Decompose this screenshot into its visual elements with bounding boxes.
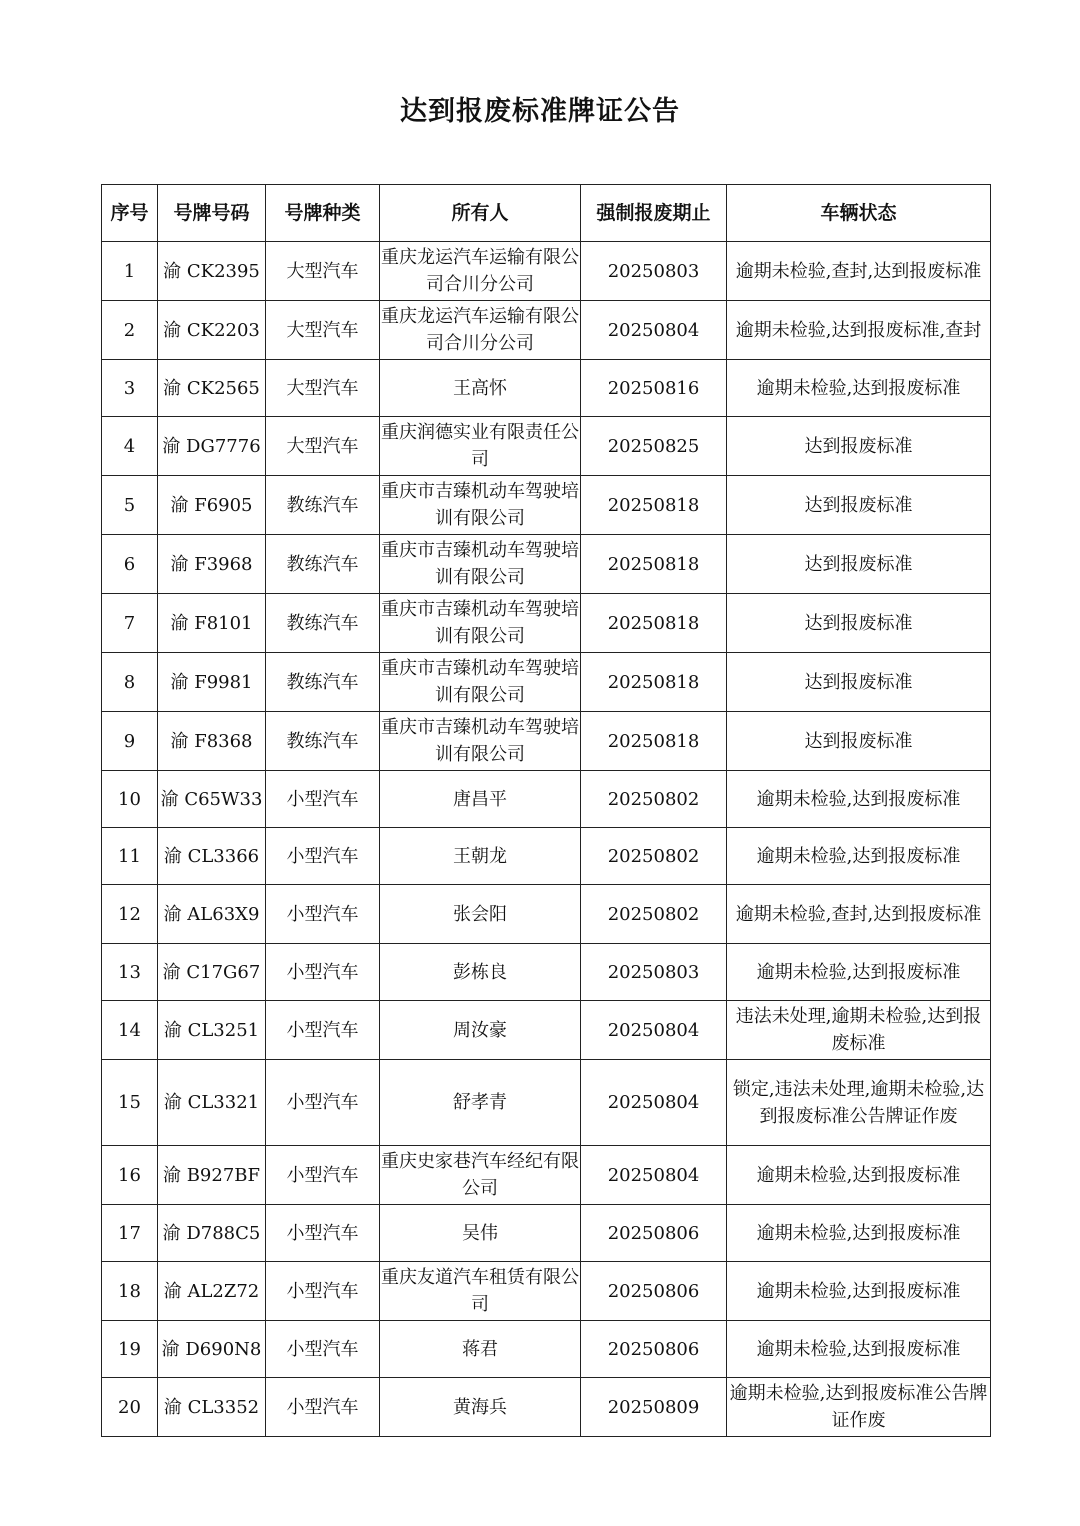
cell-plate-type: 小型汽车	[266, 1321, 380, 1378]
table-row	[102, 653, 991, 712]
cell-scrap-deadline: 20250818	[581, 594, 727, 653]
cell-plate-number: 渝 CL3251	[158, 1001, 266, 1060]
cell-vehicle-status: 违法未处理,逾期未检验,达到报废标准	[727, 1001, 991, 1060]
cell-vehicle-status: 达到报废标准	[727, 712, 991, 771]
cell-scrap-deadline: 20250818	[581, 712, 727, 771]
table-row	[102, 1060, 991, 1146]
cell-vehicle-status: 锁定,违法未处理,逾期未检验,达到报废标准公告牌证作废	[727, 1060, 991, 1146]
cell-index: 3	[102, 360, 158, 417]
cell-vehicle-status: 逾期未检验,达到报废标准	[727, 1262, 991, 1321]
cell-plate-number: 渝 D788C5	[158, 1205, 266, 1262]
cell-vehicle-status: 逾期未检验,达到报废标准,查封	[727, 301, 991, 360]
cell-plate-number: 渝 CK2565	[158, 360, 266, 417]
table-row	[102, 1001, 991, 1060]
cell-owner: 彭栋良	[380, 944, 581, 1001]
cell-owner: 重庆史家巷汽车经纪有限公司	[380, 1146, 581, 1205]
cell-scrap-deadline: 20250803	[581, 944, 727, 1001]
cell-vehicle-status: 达到报废标准	[727, 594, 991, 653]
cell-owner: 重庆市吉臻机动车驾驶培训有限公司	[380, 535, 581, 594]
cell-vehicle-status: 逾期未检验,达到报废标准	[727, 1321, 991, 1378]
table-row	[102, 360, 991, 417]
cell-owner: 王朝龙	[380, 828, 581, 885]
cell-vehicle-status: 达到报废标准	[727, 476, 991, 535]
cell-index: 15	[102, 1060, 158, 1146]
cell-plate-number: 渝 D690N8	[158, 1321, 266, 1378]
cell-vehicle-status: 达到报废标准	[727, 653, 991, 712]
cell-index: 20	[102, 1378, 158, 1437]
cell-index: 18	[102, 1262, 158, 1321]
table-row	[102, 1262, 991, 1321]
table-row	[102, 1146, 991, 1205]
table-row	[102, 712, 991, 771]
header-vehicle-status: 车辆状态	[727, 185, 991, 242]
cell-plate-type: 大型汽车	[266, 360, 380, 417]
cell-plate-number: 渝 F6905	[158, 476, 266, 535]
cell-plate-number: 渝 F3968	[158, 535, 266, 594]
cell-vehicle-status: 逾期未检验,达到报废标准	[727, 360, 991, 417]
cell-owner: 重庆市吉臻机动车驾驶培训有限公司	[380, 594, 581, 653]
cell-plate-type: 教练汽车	[266, 653, 380, 712]
table-row	[102, 828, 991, 885]
table-row	[102, 885, 991, 944]
cell-scrap-deadline: 20250806	[581, 1205, 727, 1262]
header-plate-type: 号牌种类	[266, 185, 380, 242]
cell-plate-number: 渝 B927BF	[158, 1146, 266, 1205]
cell-plate-number: 渝 DG7776	[158, 417, 266, 476]
cell-vehicle-status: 达到报废标准	[727, 417, 991, 476]
cell-scrap-deadline: 20250803	[581, 242, 727, 301]
cell-plate-number: 渝 AL2Z72	[158, 1262, 266, 1321]
cell-scrap-deadline: 20250804	[581, 1001, 727, 1060]
cell-index: 11	[102, 828, 158, 885]
cell-owner: 重庆市吉臻机动车驾驶培训有限公司	[380, 476, 581, 535]
cell-index: 6	[102, 535, 158, 594]
cell-plate-type: 小型汽车	[266, 1001, 380, 1060]
table-row	[102, 594, 991, 653]
cell-plate-number: 渝 CK2395	[158, 242, 266, 301]
cell-plate-type: 教练汽车	[266, 712, 380, 771]
cell-plate-type: 小型汽车	[266, 1146, 380, 1205]
table-row	[102, 771, 991, 828]
table-body	[102, 242, 991, 1437]
cell-plate-number: 渝 C65W33	[158, 771, 266, 828]
cell-owner: 重庆友道汽车租赁有限公司	[380, 1262, 581, 1321]
cell-owner: 重庆市吉臻机动车驾驶培训有限公司	[380, 653, 581, 712]
table-row	[102, 476, 991, 535]
cell-scrap-deadline: 20250825	[581, 417, 727, 476]
scrap-notice-table	[101, 184, 991, 1437]
cell-owner: 吴伟	[380, 1205, 581, 1262]
cell-plate-type: 大型汽车	[266, 301, 380, 360]
cell-index: 5	[102, 476, 158, 535]
cell-vehicle-status: 逾期未检验,查封,达到报废标准	[727, 242, 991, 301]
cell-plate-number: 渝 CK2203	[158, 301, 266, 360]
cell-scrap-deadline: 20250804	[581, 301, 727, 360]
cell-plate-number: 渝 CL3352	[158, 1378, 266, 1437]
cell-scrap-deadline: 20250818	[581, 653, 727, 712]
cell-index: 12	[102, 885, 158, 944]
cell-owner: 重庆润德实业有限责任公司	[380, 417, 581, 476]
cell-plate-type: 教练汽车	[266, 535, 380, 594]
cell-index: 13	[102, 944, 158, 1001]
cell-index: 19	[102, 1321, 158, 1378]
cell-plate-number: 渝 F8101	[158, 594, 266, 653]
cell-plate-type: 小型汽车	[266, 944, 380, 1001]
cell-plate-type: 小型汽车	[266, 1262, 380, 1321]
cell-scrap-deadline: 20250802	[581, 771, 727, 828]
cell-scrap-deadline: 20250806	[581, 1321, 727, 1378]
cell-owner: 舒孝青	[380, 1060, 581, 1146]
table-row	[102, 301, 991, 360]
cell-owner: 重庆市吉臻机动车驾驶培训有限公司	[380, 712, 581, 771]
cell-index: 9	[102, 712, 158, 771]
cell-plate-type: 小型汽车	[266, 885, 380, 944]
table-row	[102, 1205, 991, 1262]
cell-scrap-deadline: 20250809	[581, 1378, 727, 1437]
cell-vehicle-status: 逾期未检验,查封,达到报废标准	[727, 885, 991, 944]
cell-owner: 周汝豪	[380, 1001, 581, 1060]
cell-owner: 蒋君	[380, 1321, 581, 1378]
cell-plate-number: 渝 F8368	[158, 712, 266, 771]
cell-index: 16	[102, 1146, 158, 1205]
cell-plate-type: 教练汽车	[266, 476, 380, 535]
cell-vehicle-status: 逾期未检验,达到报废标准公告牌证作废	[727, 1378, 991, 1437]
cell-plate-type: 小型汽车	[266, 1060, 380, 1146]
table-row	[102, 242, 991, 301]
cell-scrap-deadline: 20250804	[581, 1146, 727, 1205]
cell-index: 17	[102, 1205, 158, 1262]
page-title: 达到报废标准牌证公告	[400, 96, 680, 127]
cell-scrap-deadline: 20250802	[581, 885, 727, 944]
cell-owner: 唐昌平	[380, 771, 581, 828]
table-row	[102, 417, 991, 476]
cell-scrap-deadline: 20250818	[581, 535, 727, 594]
cell-index: 2	[102, 301, 158, 360]
cell-plate-type: 小型汽车	[266, 1378, 380, 1437]
cell-plate-number: 渝 F9981	[158, 653, 266, 712]
cell-vehicle-status: 逾期未检验,达到报废标准	[727, 1146, 991, 1205]
cell-plate-type: 大型汽车	[266, 417, 380, 476]
cell-plate-number: 渝 AL63X9	[158, 885, 266, 944]
cell-vehicle-status: 逾期未检验,达到报废标准	[727, 828, 991, 885]
cell-plate-type: 小型汽车	[266, 828, 380, 885]
cell-plate-type: 教练汽车	[266, 594, 380, 653]
cell-vehicle-status: 逾期未检验,达到报废标准	[727, 771, 991, 828]
cell-owner: 重庆龙运汽车运输有限公司合川分公司	[380, 301, 581, 360]
cell-index: 7	[102, 594, 158, 653]
cell-plate-type: 小型汽车	[266, 771, 380, 828]
cell-index: 4	[102, 417, 158, 476]
cell-scrap-deadline: 20250818	[581, 476, 727, 535]
cell-owner: 黄海兵	[380, 1378, 581, 1437]
cell-plate-number: 渝 CL3321	[158, 1060, 266, 1146]
cell-plate-number: 渝 C17G67	[158, 944, 266, 1001]
table-row	[102, 535, 991, 594]
cell-plate-type: 小型汽车	[266, 1205, 380, 1262]
header-owner: 所有人	[380, 185, 581, 242]
cell-scrap-deadline: 20250806	[581, 1262, 727, 1321]
cell-index: 1	[102, 242, 158, 301]
table-row	[102, 1321, 991, 1378]
cell-index: 10	[102, 771, 158, 828]
cell-plate-type: 大型汽车	[266, 242, 380, 301]
cell-owner: 王高怀	[380, 360, 581, 417]
header-scrap-deadline: 强制报废期止	[581, 185, 727, 242]
header-index: 序号	[102, 185, 158, 242]
cell-index: 8	[102, 653, 158, 712]
cell-index: 14	[102, 1001, 158, 1060]
table-row	[102, 944, 991, 1001]
cell-vehicle-status: 达到报废标准	[727, 535, 991, 594]
cell-owner: 张会阳	[380, 885, 581, 944]
cell-scrap-deadline: 20250816	[581, 360, 727, 417]
table-row	[102, 1378, 991, 1437]
cell-owner: 重庆龙运汽车运输有限公司合川分公司	[380, 242, 581, 301]
table-header-row	[102, 185, 991, 242]
header-plate-number: 号牌号码	[158, 185, 266, 242]
cell-vehicle-status: 逾期未检验,达到报废标准	[727, 1205, 991, 1262]
cell-scrap-deadline: 20250804	[581, 1060, 727, 1146]
cell-plate-number: 渝 CL3366	[158, 828, 266, 885]
cell-scrap-deadline: 20250802	[581, 828, 727, 885]
cell-vehicle-status: 逾期未检验,达到报废标准	[727, 944, 991, 1001]
